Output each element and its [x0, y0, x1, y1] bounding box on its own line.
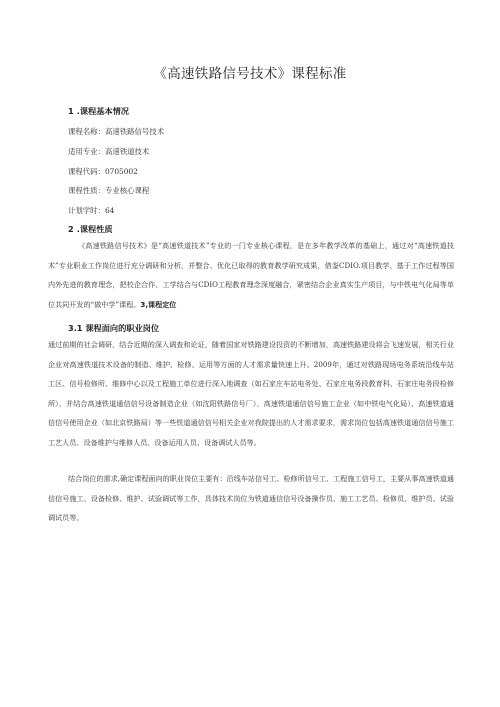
- course-nature-text: 《高速铁路信号技术》是“高速铁道技术”专业的一门专业核心课程，是在多年教学改革的基础上，通过对“高速铁道技术”专业职业工作岗位进行充分调研和分析，并整合、优化已取得的教育教学研究成果，借鉴CDIO.项目教学、基于工作过程等国内外先进的教育理念，把校企合作、工学结合与CDIO工程教育理念深度融合，紧密结合企业真实生产项目，与中铁电气化局等单位共同开发的“做中学”课程。: [48, 241, 454, 309]
- section-3-1-heading: 3.1 课程面向的职业岗位: [68, 323, 160, 333]
- course-nature-line: 课程性质：专业核心课程: [68, 186, 150, 195]
- job-survey-paragraph: 通过前期的社会调研，结合近期的深入调查和论证，随着国家对铁路建设投资的不断增加，高速铁路建设将会飞速发展，相关行业企业对高速铁道技术设备的制造、维护、检修、运用等方面的人才需求量快速上升。2009年，通过对铁路现场电务系统沿线车站工区、信号检修所、维修中心以及工程施工单位进行深入地调查（如石家庄车站电务处、石家庄电务段教育科、石家庄电务段检修所），并结合高速铁道通信信号设备制造企业（如沈阳铁路信号厂）、高速铁道通信信号施工企业（如中铁电气化局）、高速铁道通信信号使用企业（如北京铁路局）等一些铁道通信信号相关企业对我院提出的人才需求要求，需求岗位包括高速铁道通信信号施工工艺人员、设备维护与维修人员、设备运用人员、设备调试人员等。: [48, 340, 454, 447]
- section-1-title: .课程基本情况: [76, 106, 129, 116]
- course-name-line: 课程名称：高速铁路信号技术: [68, 127, 165, 136]
- section-2-number: 2: [68, 224, 74, 234]
- job-positions-paragraph: 结合岗位的需求,确定课程面向的职业岗位主要有：沿线车站信号工、检修所信号工、工程施工信号工，主要从事高速铁道通信信号施工、设备检修、维护、试验调试等工作，具体技术岗位为铁道通信信号设备操作员、施工工艺员、检修员、维护员、试验调试员等。: [48, 474, 454, 522]
- major-line: 适用专业：高速铁道技术: [68, 147, 150, 156]
- section-2-title: .课程性质: [76, 224, 113, 234]
- hours-line: 计划学时：64: [68, 206, 115, 215]
- course-nature-paragraph: [48, 236, 454, 314]
- document-title: 《高速铁路信号技术》课程标准: [153, 66, 347, 82]
- section-1-heading: [68, 106, 129, 117]
- course-code-line: 课程代码：0705002: [68, 167, 138, 176]
- section-1-number: 1: [68, 106, 74, 116]
- section-3-heading-inline: 3,课程定位: [140, 299, 177, 309]
- section-2-heading: [68, 224, 113, 235]
